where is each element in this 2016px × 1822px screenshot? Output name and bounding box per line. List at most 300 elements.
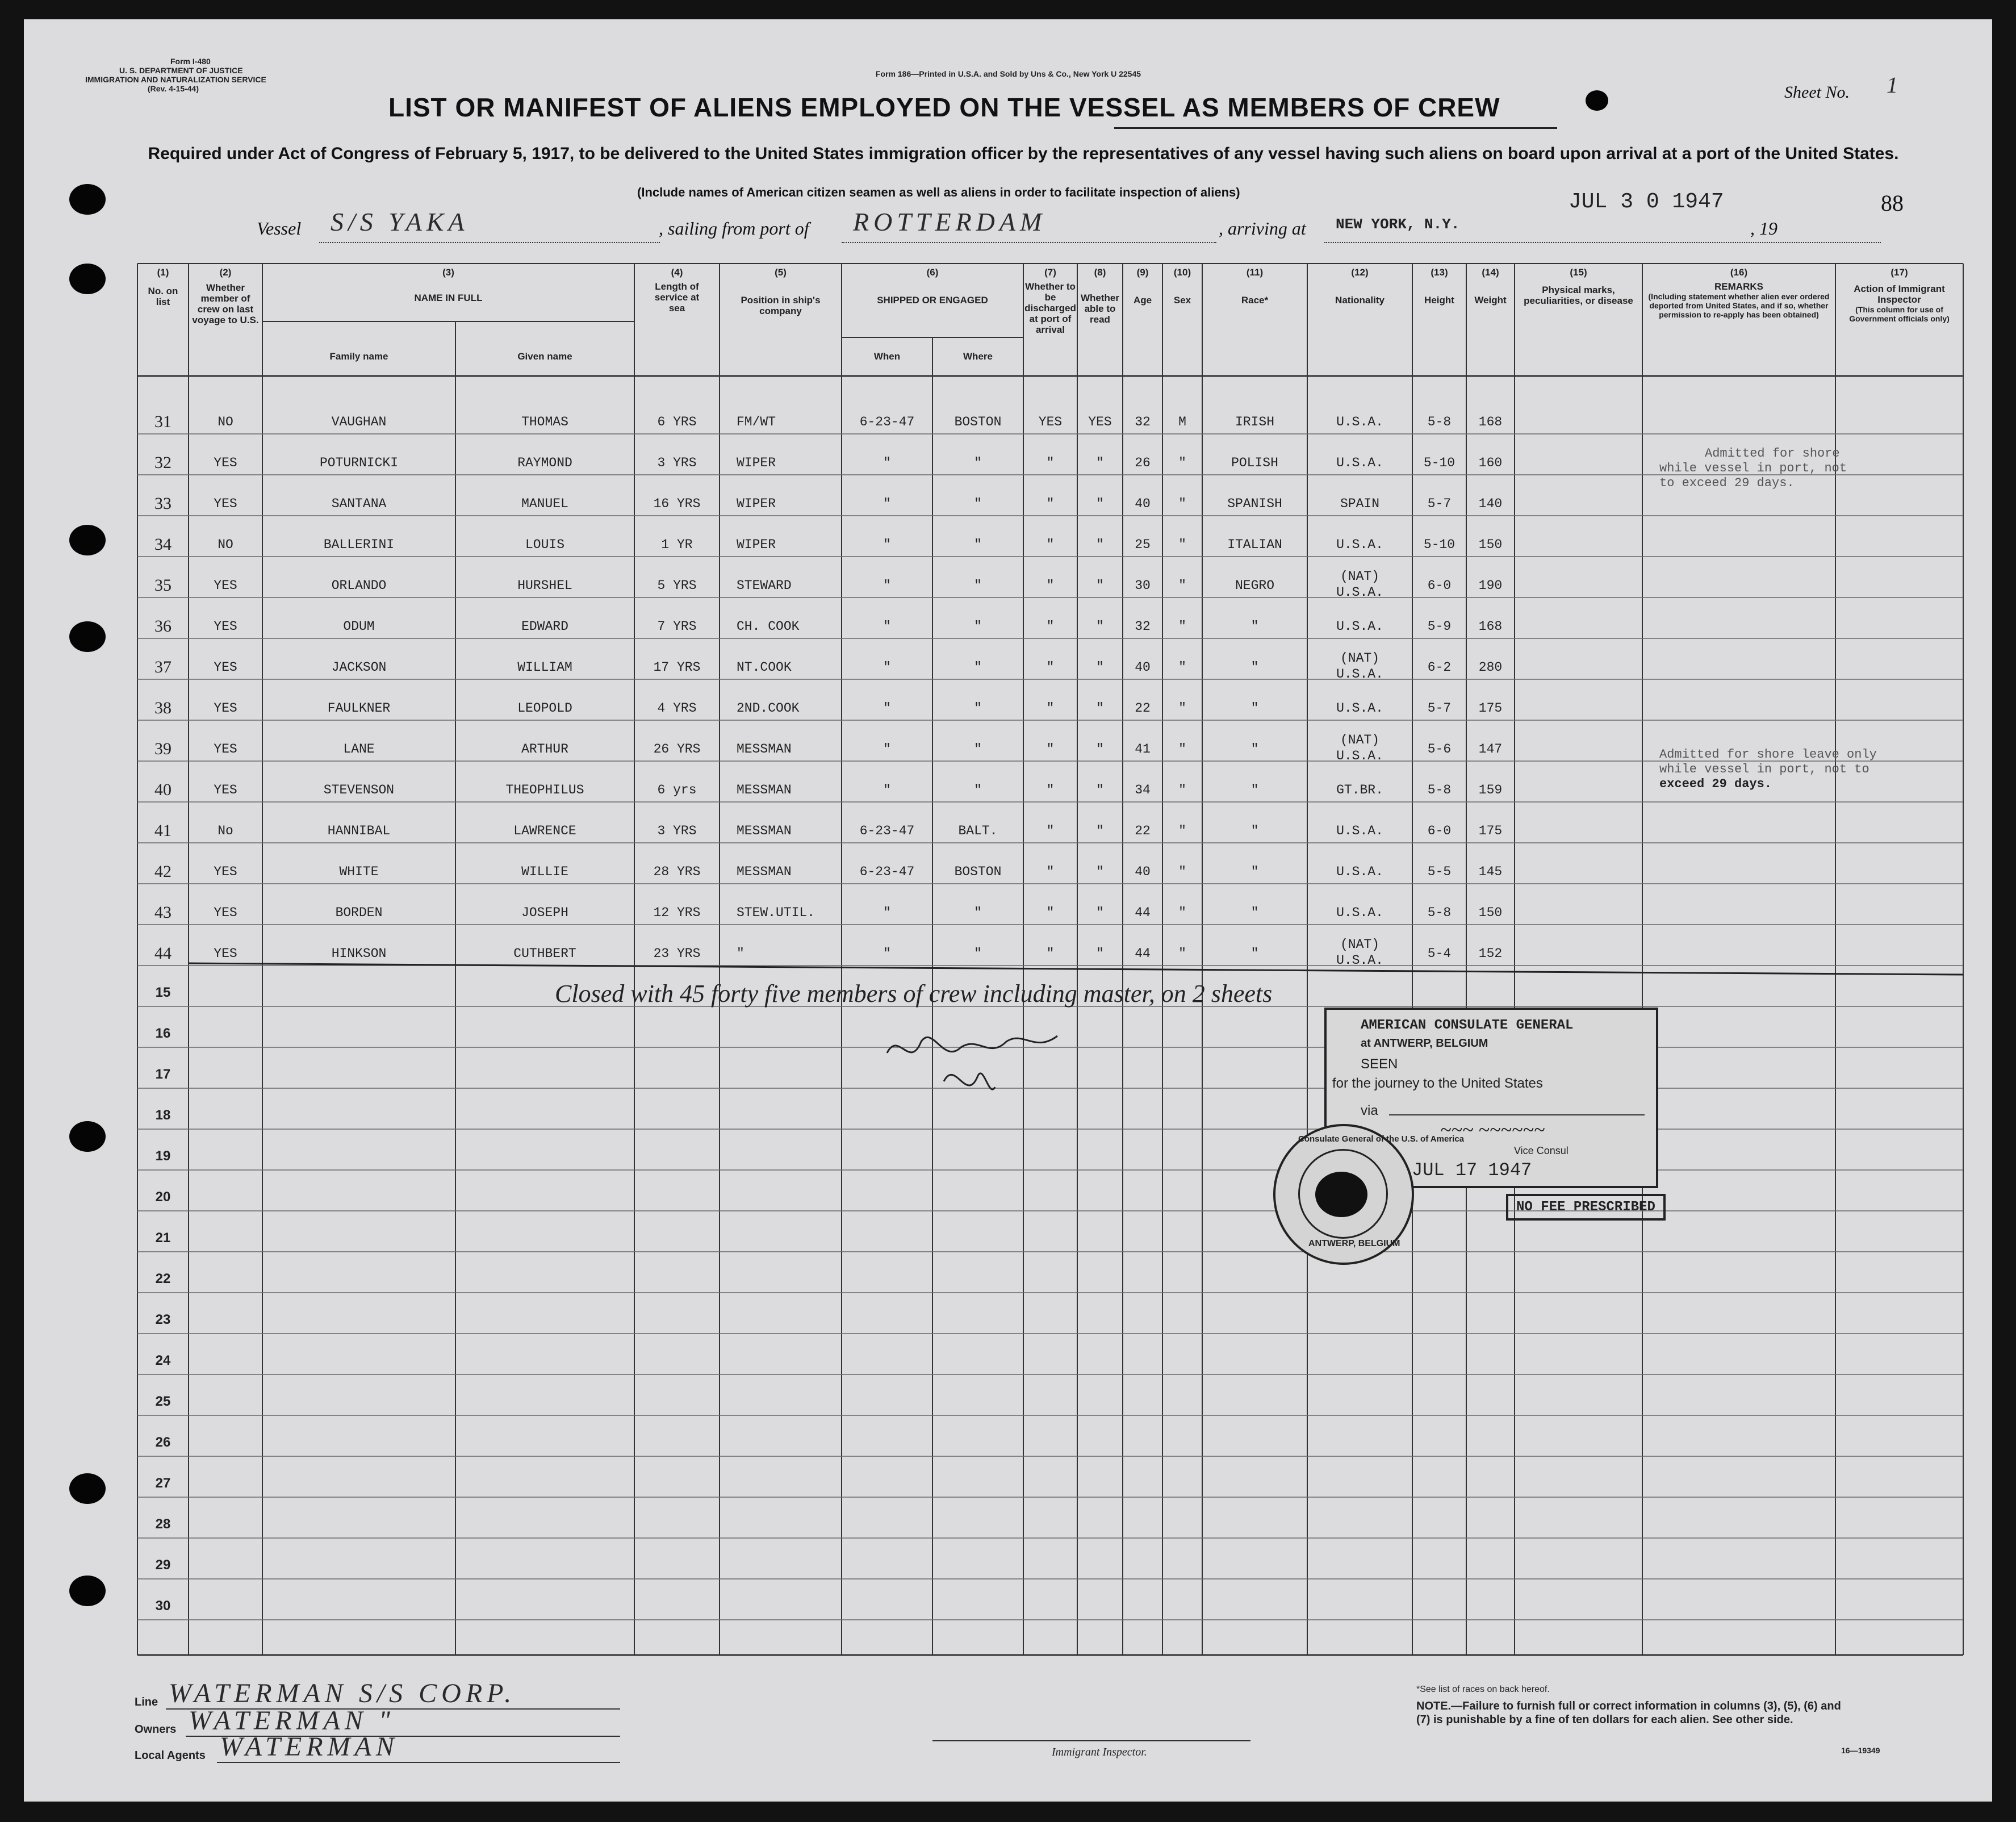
discharged-cell: " <box>1046 456 1055 470</box>
remarks-note: (Including statement whether alien ever ordered deported from United States, and if so, whether permission to re-apply has been obtained) <box>1648 292 1830 319</box>
race-cell: " <box>1250 783 1259 797</box>
col-label: Whether member of crew on last voyage to U.S. <box>192 282 259 325</box>
race-cell: " <box>1250 905 1259 920</box>
remark-line: exceed 29 days. <box>1659 777 1772 791</box>
age-cell: 40 <box>1135 660 1151 675</box>
shipped-where-cell: " <box>974 578 982 593</box>
given-name-cell: LAWRENCE <box>513 824 576 838</box>
row-number-cell: 31 <box>154 412 172 431</box>
shipped-where-cell: " <box>974 905 982 920</box>
weight-cell: 152 <box>1478 946 1503 961</box>
prev-voyage-cell: YES <box>214 619 237 634</box>
table-row <box>24 860 1992 901</box>
manifest-sheet <box>24 19 1992 1802</box>
ship-position-cell: CH. COOK <box>737 619 800 634</box>
given-name-cell: THOMAS <box>521 415 568 429</box>
shipped-where-cell: BALT. <box>958 824 998 838</box>
stamp-via: via <box>1361 1103 1378 1118</box>
table-row <box>24 410 1992 451</box>
weight-cell: 175 <box>1478 824 1503 838</box>
shipped-where-cell: " <box>974 742 982 757</box>
col-num: (3) <box>442 267 454 278</box>
nationality-cell: GT.BR. <box>1336 783 1383 797</box>
shipped-when-cell: " <box>883 496 891 511</box>
port-to: NEW YORK, N.Y. <box>1336 216 1460 233</box>
weight-cell: 280 <box>1478 660 1503 675</box>
col-label: Sex <box>1173 295 1191 306</box>
prev-voyage-cell: YES <box>214 660 237 675</box>
row-number-cell: 34 <box>154 535 172 554</box>
nationality-cell: U.S.A. <box>1336 824 1383 838</box>
col-6-header <box>842 267 1023 306</box>
age-cell: 32 <box>1135 619 1151 634</box>
shipped-where-cell: " <box>974 701 982 716</box>
col-label: Whether able to read <box>1081 292 1119 325</box>
discharged-cell: " <box>1046 742 1055 757</box>
col-num: (5) <box>775 267 787 278</box>
weight-cell: 145 <box>1478 864 1503 879</box>
given-name-cell: WILLIAM <box>517 660 572 675</box>
col-num: (10) <box>1173 267 1191 278</box>
sailing-label: , sailing from port of <box>659 218 809 239</box>
shipped-where-cell: " <box>974 537 982 552</box>
race-cell: " <box>1250 701 1259 716</box>
table-row <box>24 819 1992 860</box>
col-4-header <box>634 267 720 314</box>
service-length-cell: 3 YRS <box>657 456 697 470</box>
weight-cell: 140 <box>1478 496 1503 511</box>
closing-note: Closed with 45 forty five members of crew including master, on 2 sheets <box>555 980 1273 1008</box>
nationality-cell: U.S.A. <box>1336 905 1383 920</box>
ship-position-cell: MESSMAN <box>737 742 792 757</box>
ship-position-cell: WIPER <box>737 496 776 511</box>
prev-voyage-cell: YES <box>214 946 237 961</box>
ship-position-cell: STEWARD <box>737 578 792 593</box>
action-note: (This column for use of Government officials only) <box>1849 305 1950 323</box>
sex-cell: M <box>1178 415 1186 429</box>
height-cell: 5-9 <box>1427 619 1452 634</box>
age-cell: 26 <box>1135 456 1151 470</box>
nationality-cell: U.S.A. <box>1336 667 1383 682</box>
height-cell: 5-7 <box>1427 496 1452 511</box>
sex-cell: " <box>1178 619 1186 634</box>
empty-row-number: 28 <box>155 1516 171 1532</box>
given-name-cell: JOSEPH <box>521 905 568 920</box>
empty-row-number: 16 <box>155 1026 171 1041</box>
col-label: Action of Immigrant Inspector <box>1854 283 1945 305</box>
empty-row-number: 25 <box>155 1394 171 1409</box>
empty-row-number: 27 <box>155 1476 171 1491</box>
col-label: Height <box>1424 295 1454 306</box>
service-length-cell: 6 yrs <box>657 783 697 797</box>
discharged-cell: " <box>1046 946 1055 961</box>
race-cell: SPANISH <box>1227 496 1282 511</box>
able-to-read-cell: " <box>1096 742 1104 757</box>
where-header: Where <box>963 351 993 362</box>
height-cell: 6-2 <box>1427 660 1452 675</box>
races-note: *See list of races on back hereof. <box>1416 1685 1550 1694</box>
row-number-cell: 32 <box>154 453 172 472</box>
table-row <box>24 533 1992 574</box>
col-16-header <box>1642 267 1835 319</box>
prev-voyage-cell: YES <box>214 783 237 797</box>
service-length-cell: 7 YRS <box>657 619 697 634</box>
nationality-cell: U.S.A. <box>1336 749 1383 763</box>
col-label: Length of service at sea <box>654 281 700 314</box>
shipped-when-cell: " <box>883 742 891 757</box>
empty-row-number: 22 <box>155 1271 171 1286</box>
col-label: Whether to be discharged at port of arrival <box>1024 281 1076 335</box>
age-cell: 44 <box>1135 946 1151 961</box>
family-name-cell: STEVENSON <box>323 783 395 797</box>
col-num: (15) <box>1570 267 1587 278</box>
age-cell: 32 <box>1135 415 1151 429</box>
sex-cell: " <box>1178 496 1186 511</box>
col-num: (2) <box>219 267 232 278</box>
shipped-when-cell: " <box>883 905 891 920</box>
race-cell: " <box>1250 824 1259 838</box>
stamp-date: JUL 17 1947 <box>1412 1160 1532 1181</box>
shipped-when-cell: " <box>883 537 891 552</box>
page-number: 88 <box>1881 190 1904 216</box>
height-cell: 5-4 <box>1427 946 1452 961</box>
col-15-header <box>1515 267 1642 306</box>
service-length-cell: 16 YRS <box>653 496 701 511</box>
sex-cell: " <box>1178 824 1186 838</box>
row-number-cell: 39 <box>154 739 172 758</box>
age-cell: 22 <box>1135 824 1151 838</box>
shipped-when-cell: " <box>883 660 891 675</box>
ship-position-cell: WIPER <box>737 537 776 552</box>
stamp-line1: AMERICAN CONSULATE GENERAL <box>1361 1018 1574 1033</box>
ship-position-cell: MESSMAN <box>737 824 792 838</box>
given-name-cell: LOUIS <box>525 537 564 552</box>
remark-line: while vessel in port, not <box>1659 461 1847 475</box>
penalty-note: NOTE.—Failure to furnish full or correct information in columns (3), (5), (6) and (7) is punishable by a fine of ten dollars for each alien. See other side. <box>1416 1700 1841 1726</box>
shipped-when-cell: " <box>883 783 891 797</box>
nationality-cell: U.S.A. <box>1336 585 1383 600</box>
row-number-cell: 44 <box>154 944 172 963</box>
able-to-read-cell: " <box>1096 864 1104 879</box>
family-name-cell: JACKSON <box>331 660 387 675</box>
inspector-line <box>932 1740 1250 1741</box>
form-number: Form I-480 <box>170 57 211 66</box>
table-row <box>24 696 1992 737</box>
given-name-cell: WILLIE <box>521 864 568 879</box>
eagle-emblem-icon <box>1315 1172 1367 1217</box>
col-label: Physical marks, peculiarities, or disease <box>1524 285 1633 306</box>
nationality-cell: U.S.A. <box>1336 953 1383 968</box>
row-number-cell: 33 <box>154 494 172 513</box>
ship-position-cell: FM/WT <box>737 415 776 429</box>
col-1-header <box>137 267 189 307</box>
family-name-cell: FAULKNER <box>327 701 391 716</box>
ship-position-cell: MESSMAN <box>737 864 792 879</box>
shipped-when-cell: 6-23-47 <box>859 824 915 838</box>
discharged-cell: " <box>1046 619 1055 634</box>
col-label: REMARKS <box>1714 281 1763 292</box>
table-row <box>24 615 1992 655</box>
owners-label: Owners <box>135 1723 177 1736</box>
col-label: Race* <box>1241 295 1269 306</box>
stamp-line2: at ANTWERP, BELGIUM <box>1361 1037 1488 1050</box>
family-name-cell: BORDEN <box>335 905 383 920</box>
stamp-journey: for the journey to the United States <box>1332 1076 1543 1091</box>
col-label: Nationality <box>1335 295 1385 306</box>
prev-voyage-cell: No <box>218 824 233 838</box>
able-to-read-cell: " <box>1096 496 1104 511</box>
agents-underline <box>217 1762 620 1763</box>
discharged-cell: " <box>1046 537 1055 552</box>
stamp-officer: Vice Consul <box>1514 1145 1569 1156</box>
weight-cell: 168 <box>1478 619 1503 634</box>
naturalized-marker: (NAT) <box>1340 937 1379 952</box>
row-number-cell: 37 <box>154 658 172 676</box>
service-length-cell: 5 YRS <box>657 578 697 593</box>
prev-voyage-cell: YES <box>214 496 237 511</box>
sheet-label: Sheet No. <box>1784 83 1850 102</box>
shipped-when-cell: 6-23-47 <box>859 864 915 879</box>
given-name-cell: MANUEL <box>521 496 568 511</box>
nationality-cell: SPAIN <box>1340 496 1379 511</box>
given-name-cell: RAYMOND <box>517 456 572 470</box>
sex-cell: " <box>1178 537 1186 552</box>
shipped-where-cell: BOSTON <box>954 864 1002 879</box>
seal-bottom-text: ANTWERP, BELGIUM <box>1308 1239 1400 1248</box>
height-cell: 5-5 <box>1427 864 1452 879</box>
printer-line: Form 186—Printed in U.S.A. and Sold by Uns & Co., New York U 22545 <box>876 69 1141 78</box>
nationality-cell: U.S.A. <box>1336 537 1383 552</box>
col-label: NAME IN FULL <box>414 292 483 303</box>
remarks-entry-2 <box>1659 747 1877 792</box>
col-num: (12) <box>1351 267 1369 278</box>
family-name-cell: POTURNICKI <box>319 456 399 470</box>
arrival-date-stamp: JUL 3 0 1947 <box>1569 190 1724 214</box>
empty-row-number: 29 <box>155 1557 171 1573</box>
weight-cell: 150 <box>1478 537 1503 552</box>
family-name-header: Family name <box>329 351 388 362</box>
given-name-cell: ARTHUR <box>521 742 568 757</box>
row-number-cell: 43 <box>154 903 172 922</box>
shipped-when-cell: " <box>883 946 891 961</box>
discharged-cell: " <box>1046 864 1055 879</box>
remarks-entry-1 <box>1659 446 1847 491</box>
col-9-header <box>1123 267 1162 306</box>
discharged-cell: " <box>1046 783 1055 797</box>
given-name-cell: LEOPOLD <box>517 701 572 716</box>
shipped-when-cell: 6-23-47 <box>859 415 915 429</box>
port-from: ROTTERDAM <box>853 207 1047 236</box>
shipped-where-cell: " <box>974 783 982 797</box>
empty-row-number: 19 <box>155 1148 171 1164</box>
subtitle: Required under Act of Congress of February 5, 1917, to be delivered to the United States immigration officer by the representatives of any vessel having such aliens on board upon arrival at a port of the United States. <box>148 144 1899 163</box>
nationality-cell: U.S.A. <box>1336 701 1383 716</box>
row-number-cell: 35 <box>154 576 172 595</box>
able-to-read-cell: YES <box>1088 415 1112 429</box>
col-num: (1) <box>157 267 169 278</box>
service-length-cell: 4 YRS <box>657 701 697 716</box>
weight-cell: 168 <box>1478 415 1503 429</box>
able-to-read-cell: " <box>1096 456 1104 470</box>
race-cell: POLISH <box>1231 456 1278 470</box>
family-name-cell: BALLERINI <box>323 537 395 552</box>
arriving-label: , arriving at <box>1219 218 1306 239</box>
table-row <box>24 569 1992 615</box>
sex-cell: " <box>1178 742 1186 757</box>
service-length-cell: 1 YR <box>661 537 693 552</box>
seal-outer-text: Consulate General of the U.S. of America <box>1298 1134 1465 1144</box>
race-cell: " <box>1250 619 1259 634</box>
family-name-cell: ORLANDO <box>331 578 387 593</box>
race-cell: NEGRO <box>1235 578 1274 593</box>
family-name-cell: ODUM <box>343 619 375 634</box>
col-8-header <box>1077 267 1123 325</box>
weight-cell: 175 <box>1478 701 1503 716</box>
able-to-read-cell: " <box>1096 946 1104 961</box>
sex-cell: " <box>1178 946 1186 961</box>
col-label: Age <box>1133 295 1152 306</box>
empty-row-number: 21 <box>155 1230 171 1246</box>
row-number-cell: 38 <box>154 699 172 717</box>
include-note: (Include names of American citizen seamen as well as aliens in order to facilitate inspection of aliens) <box>637 185 1240 199</box>
sex-cell: " <box>1178 578 1186 593</box>
given-name-cell: HURSHEL <box>517 578 572 593</box>
family-name-cell: SANTANA <box>331 496 387 511</box>
row-number-cell: 36 <box>154 617 172 636</box>
col-11-header <box>1202 267 1307 306</box>
consulate-seal <box>1273 1124 1465 1265</box>
weight-cell: 160 <box>1478 456 1503 470</box>
department: U. S. DEPARTMENT OF JUSTICE <box>119 66 243 75</box>
via-line <box>1389 1114 1645 1115</box>
nationality-cell: U.S.A. <box>1336 456 1383 470</box>
height-cell: 5-8 <box>1427 905 1452 920</box>
able-to-read-cell: " <box>1096 701 1104 716</box>
able-to-read-cell: " <box>1096 578 1104 593</box>
revision: (Rev. 4-15-44) <box>148 84 199 93</box>
remark-line: while vessel in port, not to <box>1659 762 1869 776</box>
prev-voyage-cell: YES <box>214 456 237 470</box>
prev-voyage-cell: NO <box>218 537 233 552</box>
able-to-read-cell: " <box>1096 537 1104 552</box>
family-name-cell: LANE <box>343 742 375 757</box>
weight-cell: 150 <box>1478 905 1503 920</box>
shipped-where-cell: " <box>974 496 982 511</box>
empty-row-number: 30 <box>155 1598 171 1614</box>
height-cell: 5-10 <box>1423 456 1455 470</box>
line-label: Line <box>135 1696 158 1708</box>
discharged-cell: " <box>1046 905 1055 920</box>
shipped-where-cell: BOSTON <box>954 415 1002 429</box>
family-name-cell: VAUGHAN <box>331 415 387 429</box>
ship-position-cell: 2ND.COOK <box>737 701 800 716</box>
family-name-cell: WHITE <box>339 864 379 879</box>
col-num: (16) <box>1730 267 1748 278</box>
nationality-cell: U.S.A. <box>1336 864 1383 879</box>
remark-line: Admitted for shore <box>1705 446 1840 461</box>
weight-cell: 190 <box>1478 578 1503 593</box>
col-10-header <box>1162 267 1202 306</box>
empty-row-number: 23 <box>155 1312 171 1327</box>
prev-voyage-cell: YES <box>214 905 237 920</box>
given-name-header: Given name <box>517 351 572 362</box>
master-signature <box>876 1019 1069 1115</box>
col-3-header <box>262 267 634 303</box>
sex-cell: " <box>1178 660 1186 675</box>
race-cell: " <box>1250 864 1259 879</box>
vessel-name: S/S YAKA <box>331 207 469 236</box>
naturalized-marker: (NAT) <box>1340 569 1379 584</box>
prev-voyage-cell: NO <box>218 415 233 429</box>
agents-value: WATERMAN <box>220 1732 399 1762</box>
family-name-cell: HANNIBAL <box>327 824 391 838</box>
ship-position-cell: WIPER <box>737 456 776 470</box>
service-length-cell: 17 YRS <box>653 660 701 675</box>
table-row <box>24 492 1992 533</box>
height-cell: 5-7 <box>1427 701 1452 716</box>
age-cell: 41 <box>1135 742 1151 757</box>
vessel-label: Vessel <box>257 218 302 239</box>
prev-voyage-cell: YES <box>214 864 237 879</box>
col-num: (4) <box>671 267 683 278</box>
service-length-cell: 12 YRS <box>653 905 701 920</box>
col-14-header <box>1466 267 1515 306</box>
ship-position-cell: NT.COOK <box>737 660 792 675</box>
ship-position-cell: STEW.UTIL. <box>737 905 815 920</box>
inspector-label: Immigrant Inspector. <box>1052 1746 1147 1758</box>
age-cell: 40 <box>1135 864 1151 879</box>
race-cell: IRISH <box>1235 415 1274 429</box>
shipped-where-cell: " <box>974 619 982 634</box>
table-row <box>24 651 1992 696</box>
page-title: LIST OR MANIFEST OF ALIENS EMPLOYED ON THE VESSEL AS MEMBERS OF CREW <box>388 93 1500 122</box>
discharged-cell: YES <box>1038 415 1063 429</box>
empty-row-number: 18 <box>155 1108 171 1123</box>
col-13-header <box>1412 267 1466 306</box>
able-to-read-cell: " <box>1096 824 1104 838</box>
height-cell: 5-10 <box>1423 537 1455 552</box>
col-num: (14) <box>1482 267 1499 278</box>
col-7-header <box>1023 267 1077 335</box>
col-label: Weight <box>1474 295 1507 306</box>
row-number-cell: 42 <box>154 862 172 881</box>
shipped-when-cell: " <box>883 456 891 470</box>
height-cell: 6-0 <box>1427 578 1452 593</box>
year-label: , 19 <box>1750 218 1777 239</box>
shipped-when-cell: " <box>883 619 891 634</box>
prev-voyage-cell: YES <box>214 742 237 757</box>
family-name-cell: HINKSON <box>331 946 387 961</box>
sex-cell: " <box>1178 456 1186 470</box>
discharged-cell: " <box>1046 578 1055 593</box>
empty-row-number: 26 <box>155 1435 171 1450</box>
col-2-header <box>190 267 261 325</box>
form-code: 16—19349 <box>1841 1746 1880 1755</box>
service: IMMIGRATION AND NATURALIZATION SERVICE <box>85 75 266 84</box>
ship-position-cell: MESSMAN <box>737 783 792 797</box>
nationality-cell: U.S.A. <box>1336 415 1383 429</box>
service-length-cell: 23 YRS <box>653 946 701 961</box>
col-5-header <box>720 267 842 316</box>
col-num: (17) <box>1890 267 1908 278</box>
discharged-cell: " <box>1046 824 1055 838</box>
given-name-cell: EDWARD <box>521 619 568 634</box>
age-cell: 30 <box>1135 578 1151 593</box>
service-length-cell: 6 YRS <box>657 415 697 429</box>
race-cell: " <box>1250 660 1259 675</box>
shipped-where-cell: " <box>974 660 982 675</box>
col-17-header <box>1835 267 1963 323</box>
